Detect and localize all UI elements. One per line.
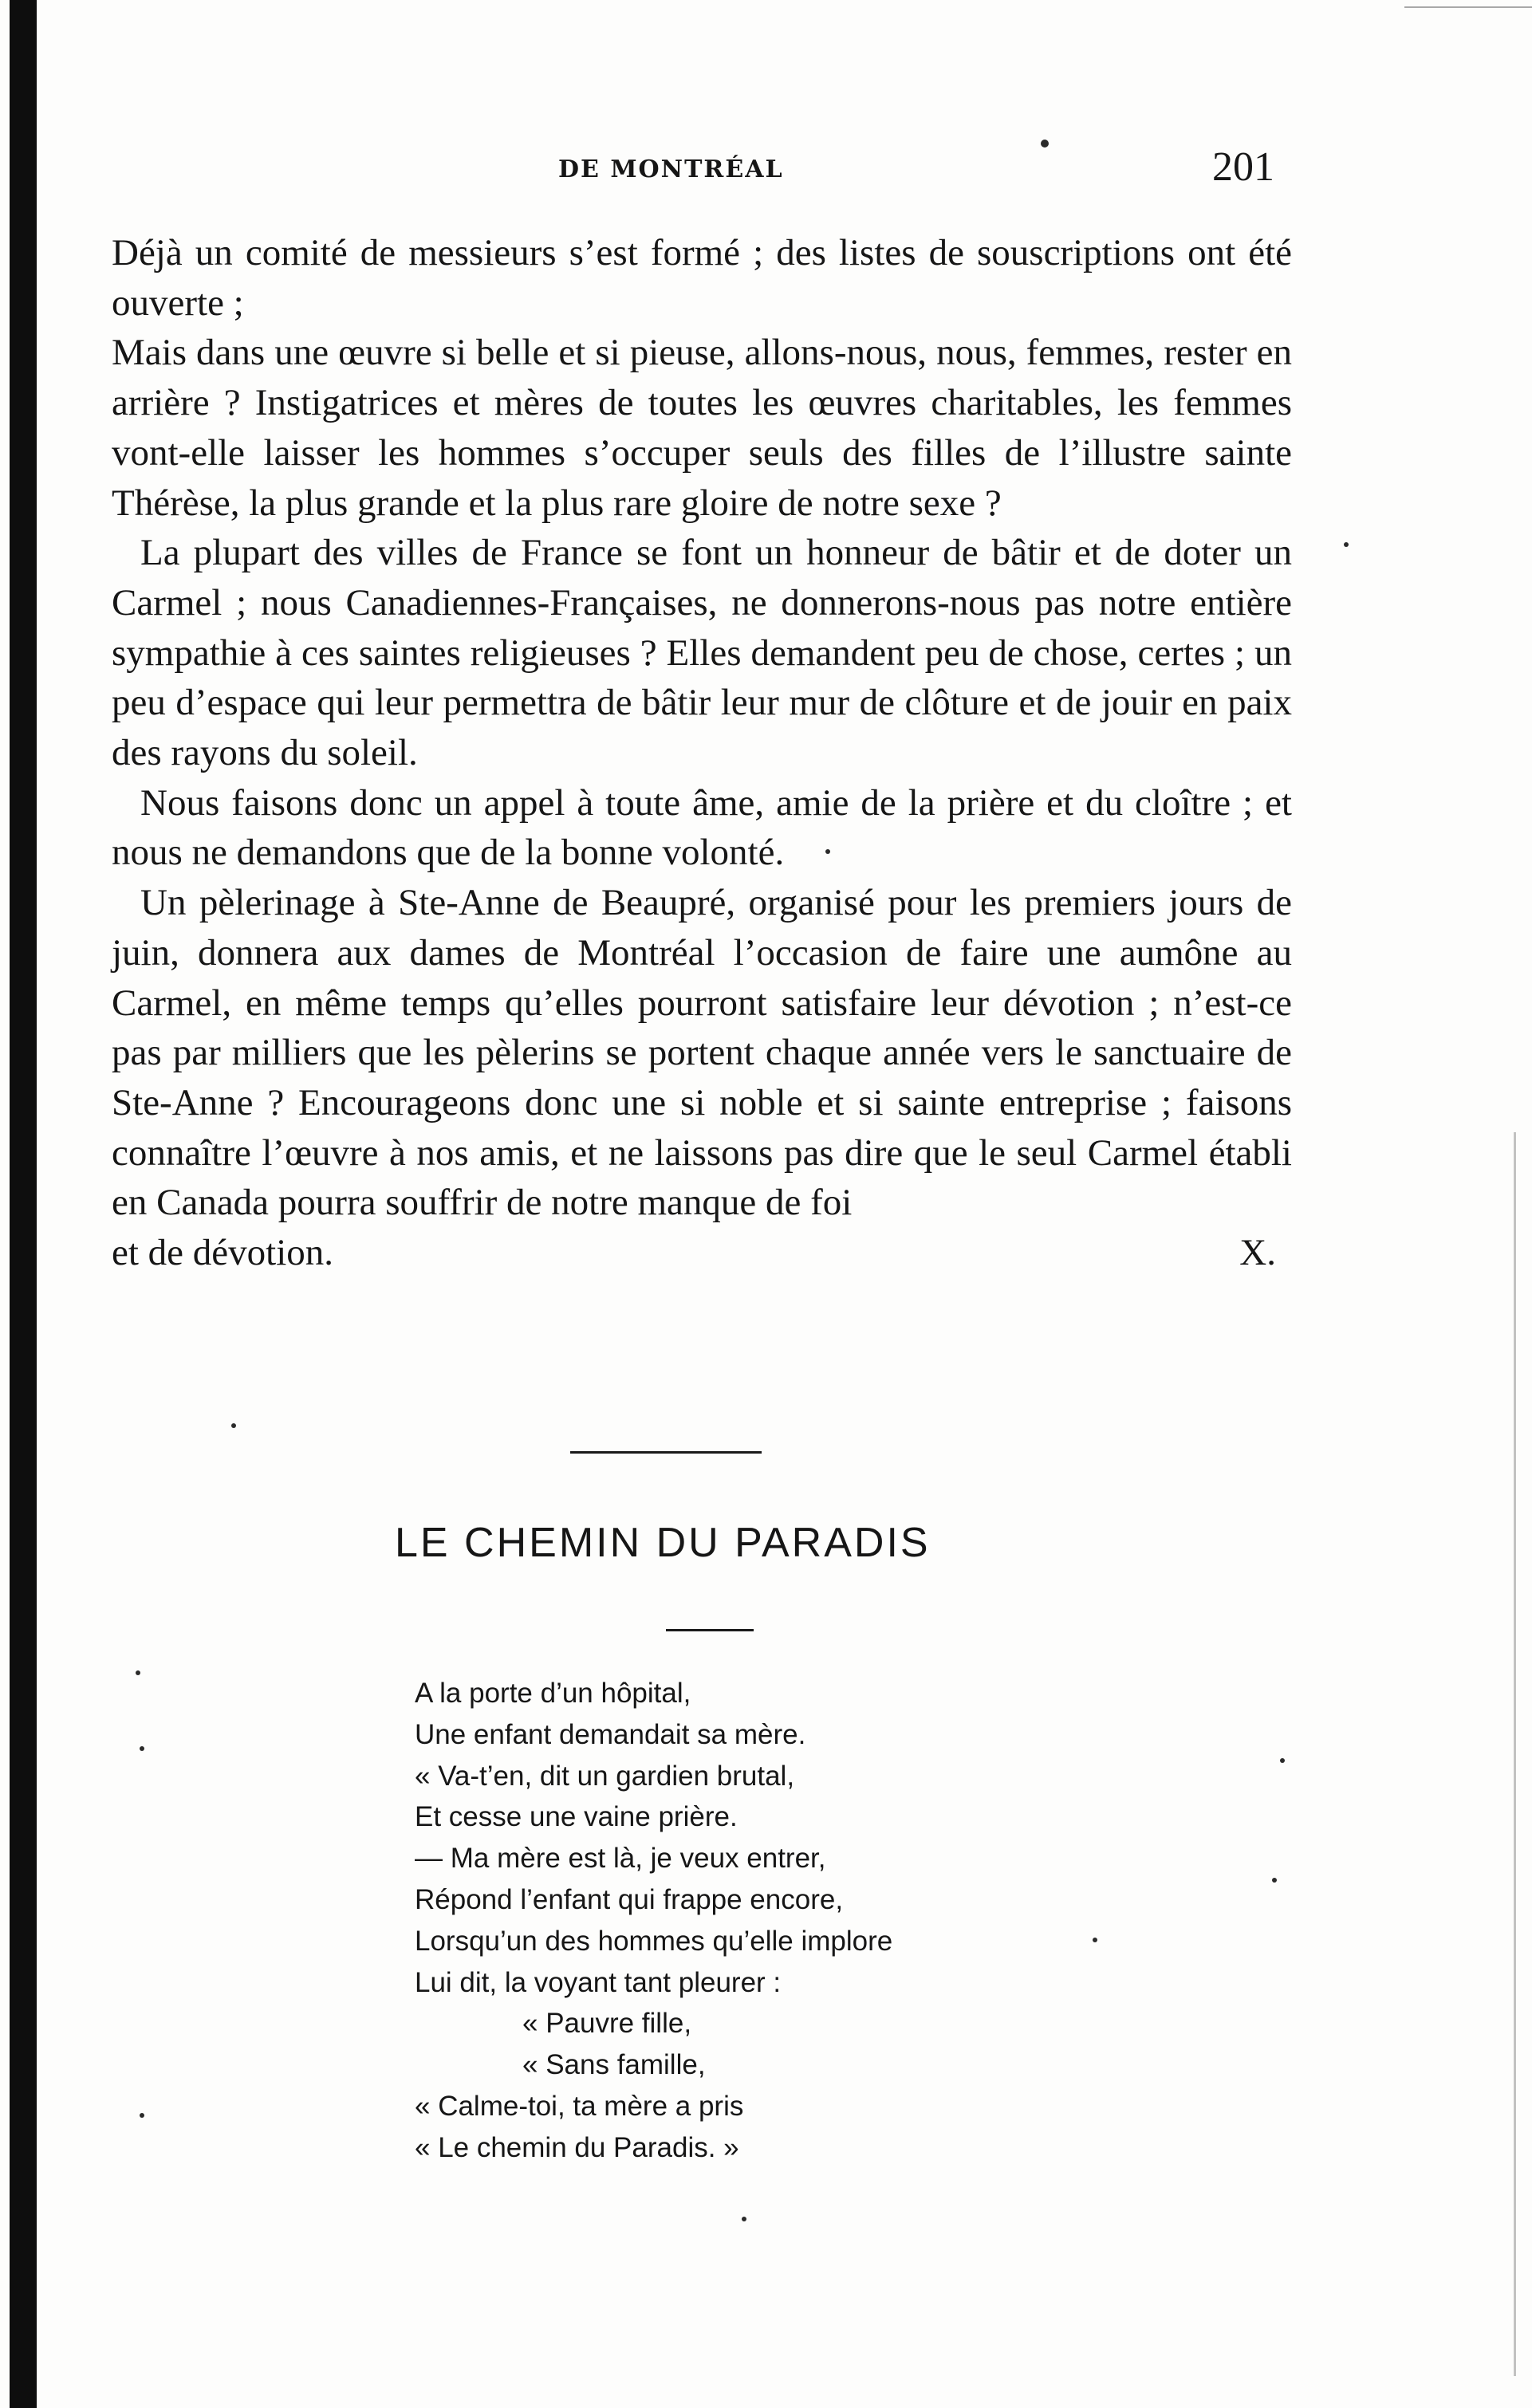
poem-line: « Calme-toi, ta mère a pris xyxy=(415,2090,744,2122)
poem-line: Répond l’enfant qui frappe encore, xyxy=(415,1883,844,1915)
running-header: DE MONTRÉAL xyxy=(558,155,784,183)
paragraph: La plupart des villes de France se font un honneur de bâtir et de doter un Carmel ; nous Canadiennes-Françaises, ne donnerons-nous pas notre entière sympathie à ces saintes religieuses ? Elles demandent peu de chose, certes ; un peu d’espace qui leur permettra de bâtir leur mur de clôture et de jouir en paix des rayons du soleil. xyxy=(112,532,1292,774)
closing-text: et de dévotion. xyxy=(112,1232,334,1274)
binding-shadow xyxy=(10,0,37,2408)
section-divider xyxy=(570,1451,762,1454)
poem-line: « Pauvre fille, xyxy=(522,2008,692,2040)
poem xyxy=(415,1673,892,2169)
paragraph: Un pèlerinage à Ste-Anne de Beaupré, organisé pour les premiers jours de juin, donnera aux dames de Montréal l’occasion de faire une aumône au Carmel, en même temps qu’elles pourront satisfaire leur dévotion ; n’est-ce pas par milliers que les pèlerins se portent chaque année vers le sanctuaire de Ste-Anne ? Encourageons donc une si noble et si sainte entreprise ; faisons connaître l’œuvre à nos amis, et ne laissons pas dire que le seul Carmel établi en Canada pourra souffrir de notre manque de foi xyxy=(112,882,1292,1224)
poem-line: Une enfant demandait sa mère. xyxy=(415,1718,806,1750)
print-speck xyxy=(231,1423,236,1428)
signature: X. xyxy=(1239,1232,1276,1274)
article-body xyxy=(112,228,1292,1278)
poem-line: « Sans famille, xyxy=(522,2049,706,2081)
print-speck xyxy=(140,2113,144,2118)
print-speck xyxy=(140,1746,144,1751)
print-speck xyxy=(136,1670,140,1675)
print-speck xyxy=(1280,1758,1285,1763)
right-edge-shadow xyxy=(1514,1132,1516,2376)
print-speck xyxy=(1344,542,1349,547)
print-speck xyxy=(1272,1878,1277,1883)
poem-title: LE CHEMIN DU PARADIS xyxy=(395,1520,931,1566)
print-speck xyxy=(825,849,830,854)
poem-line: Lui dit, la voyant tant pleurer : xyxy=(415,1966,782,1998)
top-edge-rule xyxy=(1404,6,1532,8)
paragraph: Mais dans une œuvre si belle et si pieuse, allons-nous, nous, femmes, rester en arrière ? Instigatrices et mères de toutes les œuvres charitables, les femmes vont-elle laisser les hommes s’occuper seuls des filles de l’illustre sainte Thérèse, la plus grande et la plus rare gloire de notre sexe ? xyxy=(112,332,1292,524)
poem-line: Et cesse une vaine prière. xyxy=(415,1801,738,1833)
page-number: 201 xyxy=(1212,144,1274,190)
poem-line: — Ma mère est là, je veux entrer, xyxy=(415,1843,826,1875)
poem-line: « Le chemin du Paradis. » xyxy=(415,2131,739,2163)
print-speck xyxy=(1093,1938,1097,1942)
print-speck xyxy=(742,2217,746,2221)
paragraph: Nous faisons donc un appel à toute âme, amie de la prière et du cloître ; et nous ne demandons que de la bonne volonté. xyxy=(112,781,1292,874)
poem-line: Lorsqu’un des hommes qu’elle implore xyxy=(415,1925,893,1957)
print-speck xyxy=(1041,140,1049,148)
paragraph: Déjà un comité de messieurs s’est formé ; des listes de souscriptions ont été ouverte ; xyxy=(112,232,1292,324)
title-divider xyxy=(666,1629,754,1631)
poem-line: « Va-t’en, dit un gardien brutal, xyxy=(415,1760,795,1792)
closing-line xyxy=(112,1228,1292,1278)
poem-line: A la porte d’un hôpital, xyxy=(415,1678,691,1709)
